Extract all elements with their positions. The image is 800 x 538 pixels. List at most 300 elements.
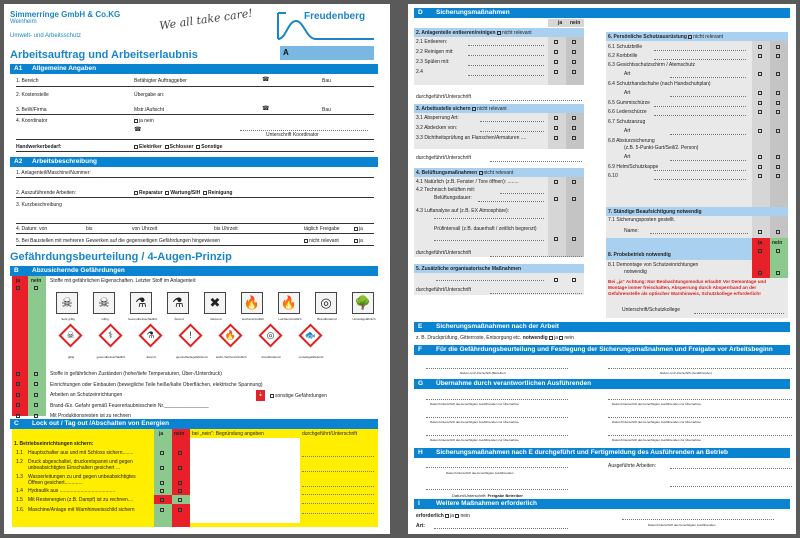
ppe-item: 6.2 Korbbrille: [608, 53, 638, 59]
checkbox-ja[interactable]: [554, 180, 558, 184]
checkbox-ja[interactable]: [160, 489, 164, 493]
option-label: nein: [564, 335, 574, 341]
lockout-item-text: Mit Restenergien (z.B. Dampf) ist zu rechnen....: [28, 497, 134, 503]
field-kostenstelle[interactable]: 2. Kostenstelle: [16, 92, 49, 98]
checkbox-ja-wrap: [758, 44, 763, 50]
ghs-symbol-label: leicht-/hochentzündlich: [216, 355, 247, 359]
ghs-glyph: !: [189, 330, 192, 340]
checkbox-nein[interactable]: [572, 50, 576, 54]
option-label: sonstige Gefährdungen: [275, 393, 327, 399]
hazard-item: Einrichtungen oder Einbauten (bewegliche Teile heiße/kalte Oberflächen, elektrische Spannung): [50, 381, 263, 388]
signature-line[interactable]: [490, 100, 582, 101]
checkbox-nein[interactable]: [178, 508, 182, 512]
ja-column: [548, 177, 566, 257]
other-hazards-option[interactable]: [270, 393, 327, 399]
checkbox-nein-wrap: [178, 488, 183, 494]
phone-icon: ☎: [262, 106, 270, 112]
section-i-header: [414, 499, 790, 509]
checkbox-nein[interactable]: [572, 278, 576, 282]
checkbox-ja[interactable]: [554, 278, 558, 282]
craft-options: [134, 144, 222, 150]
lockout-item-number: 1.6.: [16, 507, 25, 513]
checkbox-ja-wrap: [160, 507, 165, 513]
section-code: H: [418, 449, 423, 456]
checkbox-ja[interactable]: [554, 237, 558, 241]
checkbox-ja-wrap: [554, 236, 559, 242]
checkbox-nein[interactable]: [572, 197, 576, 201]
checkbox-ja[interactable]: [554, 116, 558, 120]
checkbox-ja[interactable]: [16, 372, 20, 376]
checkbox-ja[interactable]: [758, 230, 762, 234]
section-h-header: [414, 448, 790, 458]
option-label: nein: [460, 513, 470, 519]
required-label: notwendig: [522, 335, 548, 341]
checkbox-ja[interactable]: [160, 481, 164, 485]
input-line[interactable]: [670, 160, 746, 161]
checkbox-nein-wrap: [572, 49, 577, 55]
checkbox-nein-wrap: [178, 497, 183, 503]
checkbox-sonstige[interactable]: [196, 145, 200, 149]
checkbox[interactable]: [472, 107, 476, 111]
checkbox-nein[interactable]: [178, 451, 182, 455]
hazard-item: Arbeiten an Schutzeinrichtungen: [50, 392, 123, 398]
hazard-symbol-7-icon: ◎: [315, 292, 337, 314]
signature-label: durchgeführt/Unterschrift: [416, 155, 472, 161]
measure-item: 2.2 Reinigen mit:: [416, 49, 454, 55]
checkbox-ja[interactable]: [758, 54, 762, 58]
checkbox-nein-wrap: [572, 236, 577, 242]
input-line[interactable]: [654, 59, 746, 60]
checkbox-wartung[interactable]: [165, 191, 169, 195]
field-datum-bis[interactable]: bis: [86, 226, 93, 232]
checkbox-nein[interactable]: [776, 110, 780, 114]
checkbox-ja-wrap: [758, 128, 763, 134]
checkbox-ja[interactable]: [16, 414, 20, 418]
measure-item: Prüfintervall (z.B. dauerhaft / zeitlich begrenzt): [434, 226, 537, 232]
ghs-symbol-6-icon: [298, 323, 322, 347]
signature-line[interactable]: [426, 399, 568, 400]
checkbox-nein-wrap: [178, 465, 183, 471]
nein-header: nein: [31, 278, 42, 284]
checkbox-ja[interactable]: [758, 45, 762, 49]
input-line[interactable]: [480, 131, 544, 132]
checkbox-ja-wrap: [758, 100, 763, 106]
checkbox-nein[interactable]: [572, 60, 576, 64]
company-location: Weinheim: [10, 19, 37, 25]
ghs-symbol-1-icon: [98, 323, 122, 347]
option-label: nicht relevant: [693, 34, 724, 40]
section-a1-header: [10, 64, 378, 74]
subsection-7-title: 7. Ständige Beaufsichtigung notwendig: [608, 209, 702, 215]
fire-extinguisher-icon: 🧯: [256, 392, 265, 399]
checkbox-ja[interactable]: [554, 70, 558, 74]
section-c-header: [10, 419, 378, 429]
option-label: Wartung/SIH: [170, 190, 201, 196]
risk-assessment-title: Gefährdungsbeurteilung / 4-Augen-Prinzip: [10, 251, 232, 263]
signature-line[interactable]: [426, 467, 568, 468]
measure-item: 4.1 Natürlich (z.B. Fenster / Tore öffnen): ........: [416, 179, 519, 185]
checkbox-ja[interactable]: [758, 101, 762, 105]
takeover-signature-label: Datum/Unterschrift des berechtigten Ausführenden zur Übernahme: [612, 420, 701, 424]
section-code: C: [14, 420, 19, 427]
section-title: Weitere Maßnahmen erforderlich: [436, 500, 538, 507]
checkbox-nein[interactable]: [559, 336, 563, 340]
input-line[interactable]: [478, 201, 544, 202]
ghs-symbol-2-icon: [138, 323, 162, 347]
lockout-item-text: Druck abgeschaltet, druckentspannt und gegen unbeabsichtigtes Einschalten gesichert ...: [28, 459, 133, 471]
section-code: E: [418, 323, 423, 330]
input-line[interactable]: [468, 75, 544, 76]
field-datum-von[interactable]: 4. Datum: von: [16, 226, 48, 232]
field-firma[interactable]: 3. BeW/Firma: [16, 107, 47, 113]
checkbox-ja-wrap: [758, 164, 763, 170]
checkbox-ja[interactable]: [758, 174, 762, 178]
title-text: 2. Anlagenteile entleeren/reinigen: [416, 30, 496, 36]
checkbox-nein[interactable]: [178, 466, 182, 470]
checkbox-ja[interactable]: [160, 466, 164, 470]
section-title: Sicherungsmaßnahmen: [436, 9, 510, 16]
checkbox-nein[interactable]: [572, 40, 576, 44]
checkbox-nein-wrap: [572, 39, 577, 45]
name-input[interactable]: [650, 233, 748, 234]
field-auftraggeber[interactable]: Befähigter Auftraggeber: [134, 78, 187, 84]
after-work-text: z. B. Druckprüfung, Gitterroste, Entsorgung etc.: [416, 335, 522, 341]
checkbox-ja[interactable]: [758, 110, 762, 114]
safety-warning: Bei „ja" Achtung: Nur Beobachtungsmodus erlaubt! Vor Demontage und Montage immer freischalten, Absperrung durch Absperrband an der Gefahrenstelle als optischer Warnhinweis, Schutzkollege erforderlich!: [608, 279, 767, 296]
hazard-substances-label: Stoffe mit gefährlichen Eigenschaften. Letzter Stoff im Anlagenteil:: [50, 278, 197, 284]
checkbox-nein[interactable]: [776, 249, 780, 253]
checkbox-nein[interactable]: [34, 414, 38, 418]
checkbox-nein[interactable]: [455, 514, 459, 518]
completed-work-input[interactable]: [670, 468, 792, 469]
measure-item: 2.3 Spülen mit:: [416, 59, 450, 65]
ja-header: ja: [758, 240, 763, 246]
company-name: Simmerringe GmbH & Co.KG: [10, 10, 121, 19]
section-title: Abzusichernde Gefährdungen: [32, 267, 125, 274]
signature-line[interactable]: [490, 293, 582, 294]
checkbox-nein[interactable]: [572, 180, 576, 184]
signature-label: durchgeführt/Unterschrift: [416, 287, 472, 293]
checkbox-nein-wrap: [776, 109, 781, 115]
checkbox-nein-wrap: [34, 382, 39, 388]
divider: [16, 233, 374, 234]
checkbox-ja-wrap: [554, 179, 559, 185]
checkbox-nein[interactable]: [178, 489, 182, 493]
checkbox-nein-wrap: [34, 392, 39, 398]
checkbox-nein[interactable]: [34, 403, 38, 407]
measure-item: 4.3 Luftanalyse auf (z.B. EX Atmosphäre):: [416, 208, 510, 214]
checkbox-ja[interactable]: [160, 451, 164, 455]
input-line[interactable]: [436, 280, 544, 281]
input-line[interactable]: [434, 218, 544, 219]
field-anlagenteil[interactable]: 1. Anlagenteil/Maschine/Nummer:: [16, 170, 91, 176]
checkbox[interactable]: [270, 394, 274, 398]
checkbox-ja[interactable]: [16, 382, 20, 386]
checkbox-nein-wrap: [776, 164, 781, 170]
signature-line[interactable]: [302, 486, 374, 487]
checkbox-ja[interactable]: [554, 40, 558, 44]
checkbox-nein-wrap: [572, 135, 577, 141]
checkbox[interactable]: [354, 227, 358, 231]
art-label: Art:: [416, 523, 425, 529]
checkbox-ja[interactable]: [554, 60, 558, 64]
field-uhrzeit-bis[interactable]: bis Uhrzeit: [214, 226, 238, 232]
signature-line[interactable]: [608, 399, 792, 400]
checkbox-ja[interactable]: [16, 393, 20, 397]
title-text: 6. Persönliche Schutzausrüstung: [608, 34, 687, 40]
checkbox-nein[interactable]: [34, 372, 38, 376]
ghs-symbol-3-icon: [178, 323, 202, 347]
hazard-item: Stoffe in gefährlichen Zuständen (hohe/tiefe Temperaturen, Über-/Unterdruck): [50, 371, 222, 377]
checkbox-ja[interactable]: [758, 271, 762, 275]
checkbox-nein[interactable]: [776, 230, 780, 234]
checkbox-ja-wrap: [554, 115, 559, 121]
lockout-item-text: Wasserleitungen zu und gegen unbeabsichtigtes Öffnen gesichert.............: [28, 474, 136, 486]
lockout-item-number: 1.1: [16, 450, 23, 456]
checkbox-reinigung[interactable]: [203, 191, 207, 195]
input-line[interactable]: [654, 106, 746, 107]
daily-release-option[interactable]: [354, 226, 363, 232]
section-title: Sicherungsmaßnahmen nach der Arbeit: [436, 323, 559, 330]
signature-line[interactable]: [302, 494, 374, 495]
section-code: G: [418, 380, 424, 387]
lockout-item-number: 1.3: [16, 474, 23, 480]
signature-line[interactable]: [426, 368, 568, 369]
checkbox-nein[interactable]: [572, 70, 576, 74]
ja-header: ja: [159, 431, 164, 437]
checkbox-ja-wrap: [554, 196, 559, 202]
checkbox-schlosser[interactable]: [165, 145, 169, 149]
section-code: B: [14, 267, 19, 274]
option-label: nicht relevant: [501, 30, 532, 36]
hazard-symbol-label: Leichtentzündlich: [278, 317, 302, 321]
checkbox-ja[interactable]: [758, 155, 762, 159]
checkbox-nein[interactable]: [776, 271, 780, 275]
checkbox-ja[interactable]: [160, 508, 164, 512]
lockout-item-number: 1.5: [16, 497, 23, 503]
checkbox[interactable]: [134, 119, 138, 123]
checkbox-nein[interactable]: [178, 498, 182, 502]
checkbox-nein[interactable]: [34, 382, 38, 386]
takeover-signature-label: Datum/Unterschrift des berechtigten Ausführenden zur Übernahme: [430, 402, 519, 406]
checkbox[interactable]: [688, 35, 692, 39]
section-code: I: [418, 500, 420, 507]
hazard-symbol-label: Ätzend: [174, 317, 184, 321]
checkbox-nein[interactable]: [776, 45, 780, 49]
checkbox-ja-wrap: [758, 109, 763, 115]
checkbox-ja[interactable]: [16, 403, 20, 407]
ghs-symbol-label: ätzend: [146, 355, 156, 359]
signature-line[interactable]: [302, 471, 374, 472]
input-line[interactable]: [480, 121, 544, 122]
executor-signature-label: Datum/Unterschrift des berechtigten Ausführenden: [446, 471, 514, 475]
checkbox-ja-wrap: [554, 59, 559, 65]
operator-signature-label: Datum und Unterschrift (Betreiber): [460, 371, 506, 375]
input-line[interactable]: [670, 134, 746, 135]
checkbox-ja[interactable]: [554, 50, 558, 54]
signature-line[interactable]: [302, 503, 374, 504]
checkbox-ja[interactable]: [445, 514, 449, 518]
input-line[interactable]: [500, 193, 544, 194]
field-kurzbeschreibung[interactable]: 3. Kurzbeschreibung: [16, 202, 62, 208]
checkbox-nein[interactable]: [776, 129, 780, 133]
ghs-symbol-label: brandfördernd: [261, 355, 281, 359]
ghs-glyph: 🔥: [224, 330, 237, 340]
checkbox-nein[interactable]: [572, 116, 576, 120]
checkbox-nein[interactable]: [776, 165, 780, 169]
takeover-signature-label: Datum/Unterschrift des berechtigten Ausführenden zur Übernahme: [612, 402, 701, 406]
checkbox-nein-wrap: [572, 59, 577, 65]
checkbox[interactable]: [304, 239, 308, 243]
ja-header: ja: [558, 20, 563, 26]
form-title: Arbeitsauftrag und Arbeitserlaubnis: [10, 49, 198, 61]
checkbox-ja[interactable]: [758, 249, 762, 253]
checkbox-nein[interactable]: [572, 136, 576, 140]
signature-line[interactable]: [302, 456, 374, 457]
checkbox-ja[interactable]: [160, 498, 164, 502]
completed-work-label: Ausgeführte Arbeiten:: [608, 463, 657, 469]
field-uhrzeit-von[interactable]: von Uhrzeit: [132, 226, 158, 232]
hazard-symbol-5-icon: 🔥: [241, 292, 263, 314]
checkbox-ja[interactable]: [758, 129, 762, 133]
checkbox-nein[interactable]: [776, 91, 780, 95]
checkbox-ja[interactable]: [758, 165, 762, 169]
checkbox[interactable]: [497, 31, 501, 35]
measure-item: 3.3 Dichtheitsprüfung an Flanschen/Armaturen ....: [416, 135, 527, 141]
checkbox-ja-wrap: [16, 403, 21, 409]
checkbox-ja-wrap: [160, 488, 165, 494]
checkbox-nein[interactable]: [776, 174, 780, 178]
input-line[interactable]: [468, 65, 544, 66]
input-line[interactable]: [434, 240, 544, 241]
checkbox-ja[interactable]: [758, 91, 762, 95]
field-uebergabe[interactable]: Übergabe an:: [134, 92, 165, 98]
field-bereich[interactable]: 1. Bereich: [16, 78, 39, 84]
hazard-symbol-1-icon: ☠: [93, 292, 115, 314]
checkbox-nein-wrap: [776, 154, 781, 160]
checkbox-nein[interactable]: [34, 286, 38, 290]
hazard-symbol-8-icon: 🌳: [352, 292, 374, 314]
checkbox-nein[interactable]: [776, 72, 780, 76]
hazard-symbol-label: Giftig: [101, 317, 109, 321]
input-line[interactable]: [654, 170, 746, 171]
checkbox-ja[interactable]: [554, 126, 558, 130]
signature-line[interactable]: [622, 519, 774, 520]
checkbox-nein[interactable]: [776, 54, 780, 58]
checkbox-ja[interactable]: [554, 136, 558, 140]
checkbox-nein[interactable]: [776, 155, 780, 159]
signature-line[interactable]: [426, 489, 568, 490]
lockout-item-text: Maschine/Anlage mit Warnhinweisschild sichern: [28, 507, 135, 513]
checkbox-nein-wrap: [776, 90, 781, 96]
section-f-header: [414, 345, 790, 355]
section-code: A1: [14, 65, 23, 72]
section-code: A2: [14, 158, 23, 165]
ppe-item: 6.7 Schutzanzug: [608, 119, 646, 125]
input-line[interactable]: [654, 50, 746, 51]
checkbox-nein[interactable]: [572, 126, 576, 130]
signature-line[interactable]: [426, 417, 568, 418]
phone-icon: ☎: [134, 127, 142, 133]
checkbox-elektriker[interactable]: [134, 145, 138, 149]
option-label: ja: [554, 335, 559, 341]
checkbox-ja[interactable]: [16, 286, 20, 290]
signature-label: Unterschrift/Schutzkollege: [622, 307, 681, 313]
hazard-symbol-label: Hochentzündlich: [241, 317, 265, 321]
signature-line[interactable]: [608, 368, 792, 369]
input-line[interactable]: [670, 77, 746, 78]
ghs-glyph: ⚗: [146, 330, 155, 340]
checkbox-nein[interactable]: [178, 481, 182, 485]
required-label: erforderlich: [416, 513, 444, 519]
ja-option[interactable]: [354, 238, 363, 244]
checkbox-nein[interactable]: [34, 393, 38, 397]
input-line[interactable]: [468, 45, 544, 46]
checkbox-nein-wrap: [34, 371, 39, 377]
checkbox-ja[interactable]: [549, 336, 553, 340]
signature-line[interactable]: [490, 161, 582, 162]
checkbox[interactable]: [354, 239, 358, 243]
checkbox-nein-wrap: [776, 53, 781, 59]
checkbox-reparatur[interactable]: [134, 191, 138, 195]
signature-line: [240, 130, 368, 131]
checkbox-ja-wrap: [554, 39, 559, 45]
input-line[interactable]: [654, 115, 746, 116]
completed-work-input[interactable]: [670, 486, 792, 487]
reason-input-area[interactable]: [190, 438, 300, 523]
input-line[interactable]: [670, 96, 746, 97]
field-aufsicht[interactable]: Mstr./Aufsicht: [134, 107, 165, 113]
checkbox-nein-wrap: [776, 173, 781, 179]
field-koordinator[interactable]: 4. Koordinator: [16, 118, 48, 124]
signature-line[interactable]: [302, 513, 374, 514]
checkbox-ja[interactable]: [554, 197, 558, 201]
item-demontage: 8.1 Demontage von Schutzeinrichtungen: [608, 262, 699, 268]
option-label: ja: [450, 513, 455, 519]
checkbox-ja-wrap: [758, 71, 763, 77]
signature-line[interactable]: [608, 435, 792, 436]
ghs-glyph: ◎: [266, 330, 275, 340]
ppe-item: 6.6 Lederschürze: [608, 109, 647, 115]
checkbox[interactable]: [479, 171, 483, 175]
checkbox-ja-wrap: [758, 173, 763, 179]
ppe-item: 6.5 Gummischürze: [608, 100, 650, 106]
nicht-relevant-option[interactable]: [304, 238, 339, 244]
signature-line[interactable]: [608, 417, 792, 418]
checkbox-ja[interactable]: [758, 72, 762, 76]
nein-header: nein: [772, 240, 783, 246]
section-code: D: [418, 9, 423, 16]
measure-item: 4.2 Technisch belüften mit:: [416, 187, 476, 193]
field-bau-2[interactable]: Bau: [322, 107, 331, 113]
option-label: ja: [359, 226, 363, 232]
signature-line[interactable]: [694, 313, 784, 314]
checkbox-nein[interactable]: [776, 101, 780, 105]
signature-line[interactable]: [490, 256, 582, 257]
freudenberg-logo: [276, 11, 376, 41]
after-work-row: [416, 335, 574, 341]
section-d-header: [414, 8, 790, 18]
checkbox-ja-wrap: [160, 450, 165, 456]
input-line[interactable]: [468, 55, 544, 56]
art-input[interactable]: [434, 528, 568, 529]
nein-header: nein: [174, 431, 185, 437]
signature-line[interactable]: [426, 435, 568, 436]
field-bau[interactable]: Bau: [322, 78, 331, 84]
checkbox-nein[interactable]: [572, 237, 576, 241]
input-line[interactable]: [654, 179, 746, 180]
koordinator-options[interactable]: [134, 118, 154, 124]
